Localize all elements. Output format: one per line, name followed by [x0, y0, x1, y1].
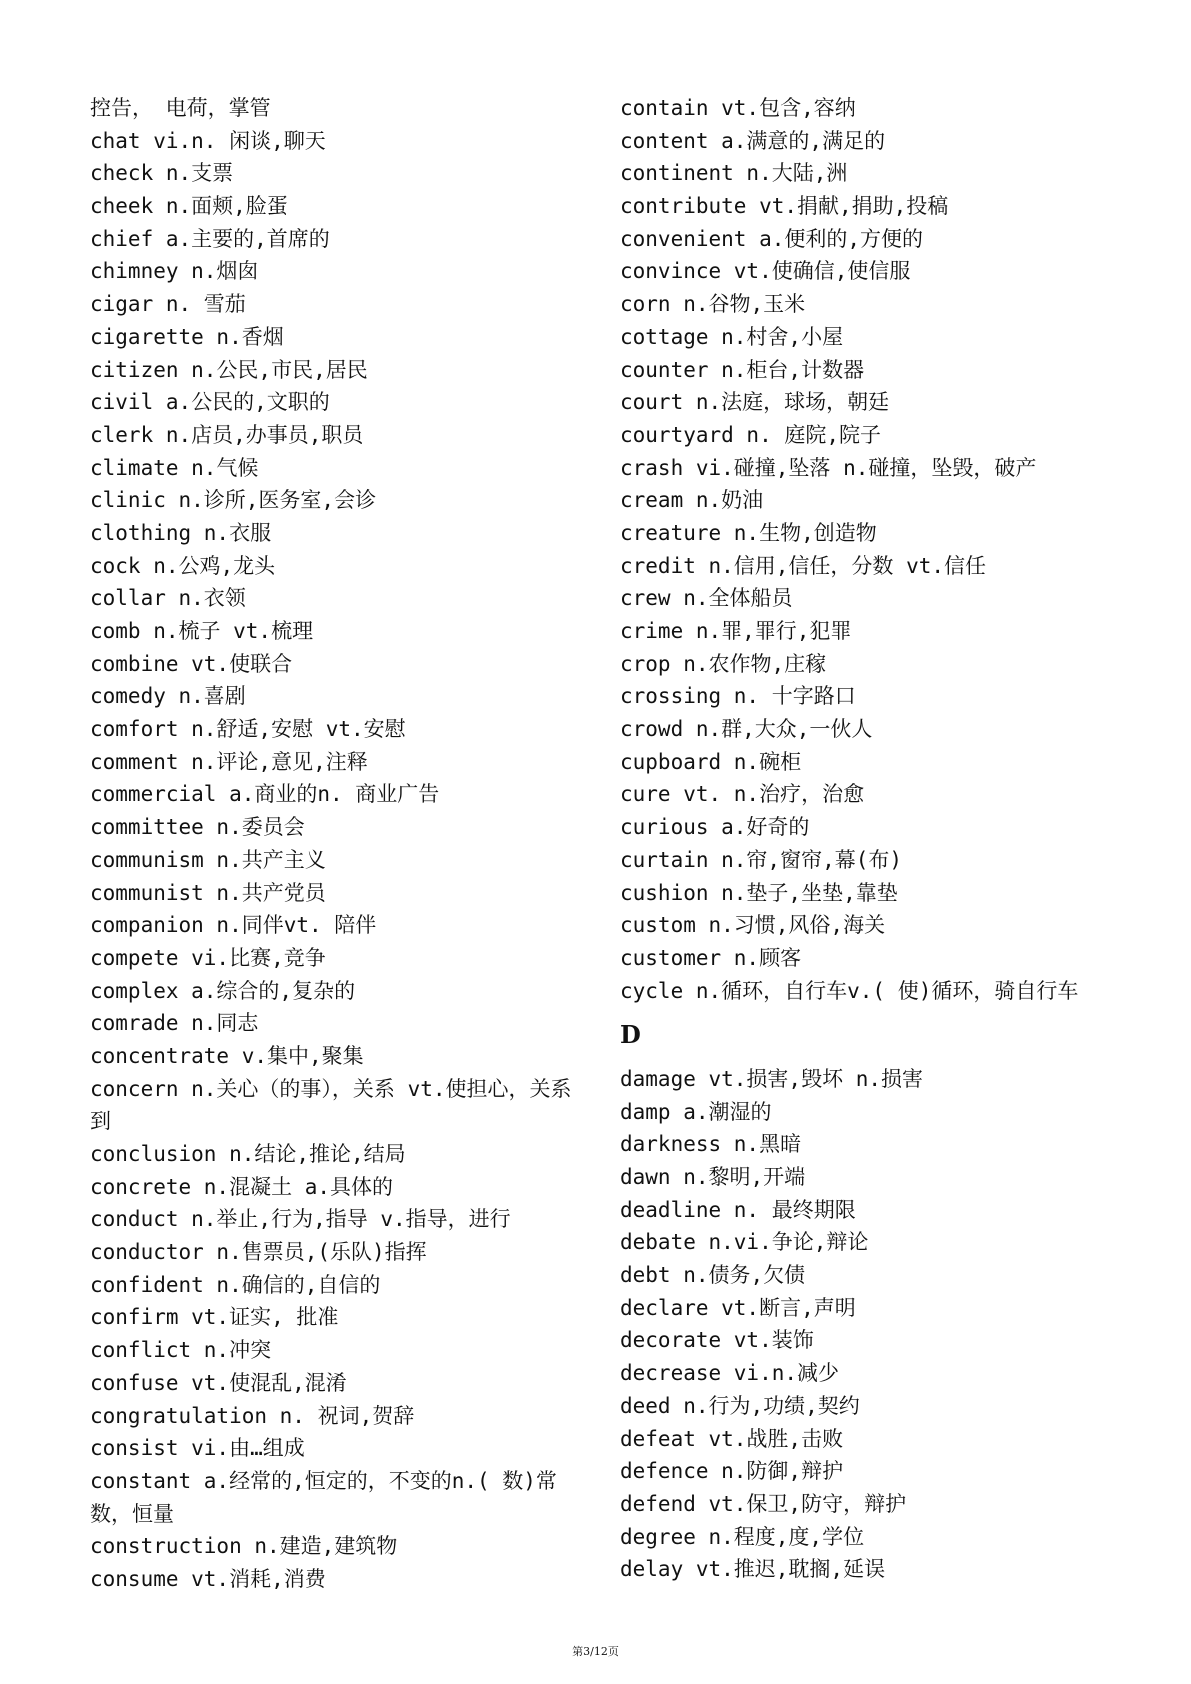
- vocab-entry: conflict n.冲突: [90, 1338, 272, 1363]
- vocab-entry: cottage n.村舍,小屋: [620, 324, 844, 349]
- vocab-entry: cheek n.面颊,脸蛋: [90, 194, 288, 219]
- vocab-entry: comfort n.舒适,安慰 vt.安慰: [90, 717, 406, 742]
- vocab-entry: conduct n.举止,行为,指导 v.指导，进行: [90, 1207, 511, 1232]
- vocab-entry: citizen n.公民,市民,居民: [90, 357, 368, 382]
- vocab-entry: chat vi.n. 闲谈,聊天: [90, 128, 326, 153]
- vocab-entry: convince vt.使确信,使信服: [620, 259, 911, 284]
- vocab-entry: 控告， 电荷，掌管: [90, 96, 271, 120]
- vocab-entry: defend vt.保卫,防守，辩护: [620, 1491, 907, 1516]
- vocab-entry: crop n.农作物,庄稼: [620, 651, 827, 676]
- vocab-entry: content a.满意的,满足的: [620, 128, 886, 153]
- vocab-entry: declare vt.断言,声明: [620, 1295, 856, 1320]
- vocab-entry: consist vi.由…组成: [90, 1436, 305, 1461]
- vocab-entry: credit n.信用,信任，分数 vt.信任: [620, 553, 987, 578]
- vocab-entry: construction n.建造,建筑物: [90, 1534, 398, 1559]
- vocab-entry: confident n.确信的,自信的: [90, 1272, 381, 1297]
- vocab-entry: curious a.好奇的: [620, 815, 810, 840]
- vocab-entry: congratulation n. 祝词,贺辞: [90, 1403, 415, 1428]
- vocab-entry: delay vt.推迟,耽搁,延误: [620, 1557, 886, 1582]
- vocab-entry: defeat vt.战胜,击败: [620, 1426, 844, 1451]
- vocab-entry: comment n.评论,意见,注释: [90, 749, 368, 774]
- vocab-entry: decorate vt.装饰: [620, 1328, 814, 1353]
- vocab-entry: customer n.顾客: [620, 945, 802, 970]
- vocab-entry: custom n.习惯,风俗,海关: [620, 913, 886, 938]
- vocab-entry: crowd n.群,大众,一伙人: [620, 717, 873, 742]
- vocab-entry: dawn n.黎明,开端: [620, 1165, 806, 1189]
- vocab-entry: communist n.共产党员: [90, 880, 326, 905]
- vocab-entry: deadline n. 最终期限: [620, 1197, 856, 1222]
- right-column-d-entries: [620, 1063, 1120, 1586]
- vocab-entry: chief a.主要的,首席的: [90, 226, 330, 251]
- vocab-entry: committee n.委员会: [90, 815, 305, 840]
- vocab-entry: deed n.行为,功绩,契约: [620, 1393, 860, 1418]
- vocab-entry: consume vt.消耗,消费: [90, 1567, 326, 1591]
- vocab-entry: combine vt.使联合: [90, 651, 293, 676]
- vocab-entry: cupboard n.碗柜: [620, 749, 802, 774]
- vocab-entry: concern n.关心（的事），关系 vt.使担心，关系到: [90, 1076, 572, 1134]
- right-column-c-entries: [620, 92, 1120, 1007]
- vocab-entry: cigar n. 雪茄: [90, 292, 246, 317]
- vocab-entry: conclusion n.结论,推论,结局: [90, 1142, 406, 1167]
- vocab-entry: companion n.同伴vt. 陪伴: [90, 913, 377, 938]
- vocab-entry: contain vt.包含,容纳: [620, 96, 856, 120]
- vocab-entry: cream n.奶油: [620, 488, 764, 513]
- vocab-entry: crossing n. 十字路口: [620, 684, 856, 709]
- vocab-entry: courtyard n. 庭院,院子: [620, 422, 882, 447]
- vocab-entry: contribute vt.捐献,捐助,投稿: [620, 194, 949, 219]
- vocab-entry: comb n.梳子 vt.梳理: [90, 619, 314, 643]
- vocab-entry: degree n.程度,度,学位: [620, 1524, 865, 1549]
- vocab-entry: comedy n.喜剧: [90, 684, 246, 709]
- vocab-entry: cure vt. n.治疗，治愈: [620, 782, 865, 807]
- vocab-entry: climate n.气候: [90, 455, 259, 480]
- vocab-entry: cigarette n.香烟: [90, 324, 284, 349]
- vocab-entry: civil a.公民的,文职的: [90, 390, 330, 415]
- vocab-entry: cushion n.垫子,坐垫,靠垫: [620, 880, 898, 905]
- vocab-entry: confirm vt.证实, 批准: [90, 1305, 339, 1330]
- vocab-entry: court n.法庭，球场，朝廷: [620, 390, 890, 415]
- vocab-entry: decrease vi.n.减少: [620, 1361, 840, 1386]
- vocab-entry: comrade n.同志: [90, 1011, 259, 1036]
- vocab-entry: clothing n.衣服: [90, 520, 272, 545]
- vocab-entry: counter n.柜台,计数器: [620, 357, 865, 382]
- vocab-entry: convenient a.便利的,方便的: [620, 226, 924, 251]
- vocab-entry: communism n.共产主义: [90, 847, 326, 872]
- vocab-entry: chimney n.烟囱: [90, 259, 259, 284]
- vocab-entry: crime n.罪,罪行,犯罪: [620, 619, 852, 643]
- vocab-entry: damp a.潮湿的: [620, 1099, 772, 1124]
- vocab-entry: corn n.谷物,玉米: [620, 292, 806, 317]
- vocab-entry: confuse vt.使混乱,混淆: [90, 1370, 347, 1395]
- vocab-entry: crew n.全体船员: [620, 586, 793, 611]
- vocab-entry: continent n.大陆,洲: [620, 161, 848, 186]
- section-heading: D: [620, 1020, 641, 1050]
- vocab-entry: darkness n.黑暗: [620, 1132, 802, 1157]
- vocab-entry: compete vi.比赛,竞争: [90, 945, 326, 970]
- vocab-entry: debate n.vi.争论,辩论: [620, 1230, 869, 1255]
- vocab-entry: defence n.防御,辩护: [620, 1459, 844, 1484]
- vocab-entry: collar n.衣领: [90, 586, 246, 611]
- vocab-entry: check n.支票: [90, 161, 234, 186]
- left-column: [90, 92, 590, 1596]
- page-footer: 第3/12页: [572, 1645, 619, 1658]
- vocab-entry: commercial a.商业的n. 商业广告: [90, 782, 440, 807]
- vocab-entry: cycle n.循环，自行车v.( 使)循环，骑自行车: [620, 978, 1079, 1003]
- vocab-entry: clerk n.店员,办事员,职员: [90, 422, 364, 447]
- vocab-entry: curtain n.帘,窗帘,幕(布): [620, 847, 903, 872]
- vocab-entry: clinic n.诊所,医务室,会诊: [90, 488, 377, 513]
- vocab-entry: concrete n.混凝土 a.具体的: [90, 1174, 394, 1199]
- vocab-entry: debt n.债务,欠债: [620, 1263, 806, 1288]
- vocab-entry: creature n.生物,创造物: [620, 520, 877, 545]
- vocab-entry: damage vt.损害,毁坏 n.损害: [620, 1066, 924, 1091]
- vocab-entry: concentrate v.集中,聚集: [90, 1043, 364, 1068]
- vocab-entry: constant a.经常的,恒定的，不变的n.( 数)常数，恒量: [90, 1468, 557, 1526]
- vocab-entry: cock n.公鸡,龙头: [90, 553, 276, 578]
- right-column: [620, 92, 1120, 1586]
- vocab-entry: crash vi.碰撞,坠落 n.碰撞，坠毁，破产: [620, 455, 1037, 480]
- vocab-entry: conductor n.售票员,(乐队)指挥: [90, 1240, 427, 1265]
- vocab-entry: complex a.综合的,复杂的: [90, 978, 356, 1003]
